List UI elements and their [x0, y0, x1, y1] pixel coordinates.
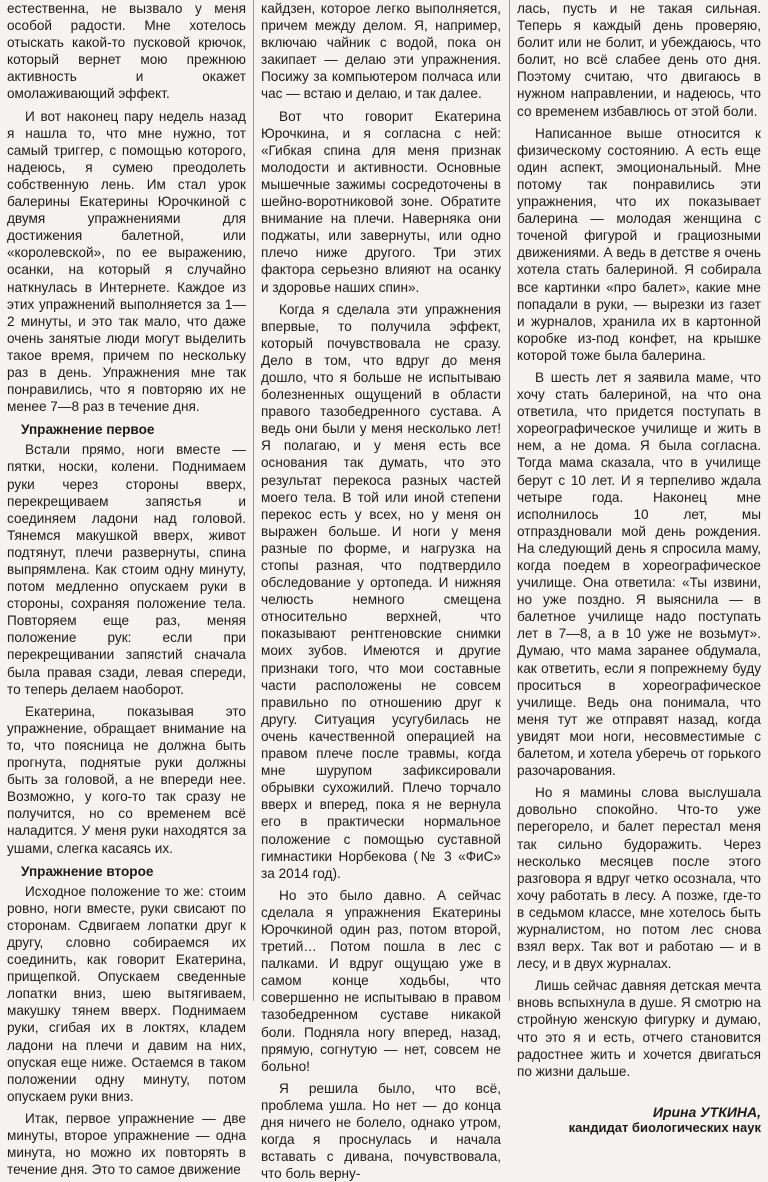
column-1 [7, 0, 246, 1178]
paragraph: кайдзен, которое легко выполняется, причем между делом. Я, например, включаю чайник с водой, пока он закипает — делаю эти упражнения. Посижу за компьютером полчаса или час — встаю и делаю, и так далее. [261, 1, 501, 102]
paragraph: Исходное положение то же: стоим ровно, ноги вместе, руки свисают по сторонам. Сдвигаем лопатки друг к другу, словно собираемся их соединить, как говорит Екатерина, прищепкой. Опускаем сведенные лопатки вниз, шею вытягиваем, макушку тянем вверх. Поднимаем руки, сгибая их в локтях, кладем ладони на плечи и давим на них, опуская еще ниже. Остаемся в таком положении одну минуту, потом опускаем руки вниз. [7, 883, 246, 1104]
paragraph: Вот что говорит Екатерина Юрочкина, и я согласна с ней: «Гибкая спина для меня признак молодости и активности. Основные мышечные зажимы сосредоточены в шейно-воротниковой зоне. Обратите внимание на плечи. Наверняка они поджаты, или завернуты, или одно плечо ниже другого. Три этих фактора серьезно влияют на осанку и здоровье наших спин». [261, 108, 501, 295]
section-heading-exercise-1: Упражнение первое [21, 422, 155, 438]
column-divider [509, 0, 510, 1001]
paragraph: Когда я сделала эти упражнения впервые, то получила эффект, который почувствовала не сразу. Дело в том, что вдруг до меня дошло, что я больше не испытываю болезненных ощущений в области правого тазобедренного сустава. А ведь они были у меня несколько лет! Я полагаю, и у меня есть все основания так думать, что это результат перекоса разных частей моего тела. В той или иной степени перекос есть у всех, но у меня он выражен больше. И ноги у меня разные по форме, и нагрузка на стопы разная, что подтвердило обследование у ортопеда. И нижняя челюсть немного смещена относительно верхней, что показывают рентгеновские снимки моих зубов. Имеются и другие признаки того, что мои составные части расположены не совсем правильно по отношению друг к другу. Ситуация усугубилась не очень качественной операцией на правом плече после травмы, когда мне шурупом зафиксировали обрывки сухожилий. Плечо торчало вверх и вперед, пока я не вернула его в практически нормальное положение с помощью суставной гимнастики Норбекова (№ 3 «ФиС» за 2014 год). [261, 301, 501, 881]
author-signature [517, 1104, 761, 1136]
column-divider [253, 0, 254, 1001]
column-2 [261, 0, 501, 1182]
section-heading-exercise-2: Упражнение второе [21, 863, 154, 879]
author-title: кандидат биологических наук [568, 1119, 761, 1135]
paragraph: лась, пусть и не такая сильная. Теперь я каждый день проверяю, болит или не болит, и убеждаюсь, что болит, но всё слабее день ото дня. Поэтому считаю, что двигаюсь в нужном направлении, и надеюсь, что со временем избавлюсь от этой боли. [517, 1, 761, 119]
column-3 [517, 0, 761, 1135]
paragraph: Написанное выше относится к физическому состоянию. А есть еще один аспект, эмоциональный. Мне потому так понравились эти упражнения, что их показывает балерина — молодая женщина с точеной фигурой и грациозными движениями. А ведь в детстве я очень хотела стать балериной. Я собирала все картинки «про балет», какие мне попадали в руки, — вырезки из газет и журналов, хранила их в картонной коробке из-под конфет, на крышке которой тоже была балерина. [517, 125, 761, 363]
paragraph: Екатерина, показывая это упражнение, обращает внимание на то, что поясница не должна быть прогнута, поднятые руки должны быть за головой, а не впереди нее. Возможно, у кого-то так сразу не получится, но со временем всё наладится. У меня руки находятся за ушами, слегка касаясь их. [7, 703, 246, 856]
paragraph: естественна, не вызвало у меня особой радости. Мне хотелось отыскать какой-то пусковой крючок, который вернет мою прежнюю активность и окажет омолаживающий эффект. [7, 1, 246, 102]
paragraph: В шесть лет я заявила маме, что хочу стать балериной, на что она ответила, что придется поступать в хореографическое училище и жить в нем, а не дома. Я была согласна. Тогда мама сказала, что в училище берут с 10 лет. И я терпеливо ждала четыре года. Наконец мне исполнилось 10 лет, мы отпраздновали мой день рождения. На следующий день я спросила маму, когда поедем в хореографическое училище. Она ответила: «Ты извини, но уже поздно. Я выяснила — в балетное училище надо поступать лет в 7—8, а в 10 уже не возьмут». Думаю, что мама заранее обдумала, как ответить, если я попрежнему буду проситься в хореографическое училище. Ведь она понимала, что меня тут же отправят назад, когда увидят мои ноги, несовместимые с балетом, и хотела уберечь от горького разочарования. [517, 369, 761, 779]
paragraph: Но я мамины слова выслушала довольно спокойно. Что-то уже перегорело, и балет перестал меня так сильно будоражить. Через несколько месяцев после этого разговора я вдруг четко осознала, что хочу работать в лесу. А позже, где-то в седьмом классе, мне хотелось быть журналистом, но потом лес снова взял верх. Так вот и работаю — и в лесу, и в двух журналах. [517, 785, 761, 972]
paragraph: Я решила было, что всё, проблема ушла. Но нет — до конца дня ничего не болело, однако утром, когда я проснулась и начала вставать с дивана, почувствовала, что боль верну- [261, 1080, 501, 1182]
paragraph: Встали прямо, ноги вместе — пятки, носки, колени. Поднимаем руки через стороны вверх, перекрещиваем запястья и соединяем ладони над головой. Тянемся макушкой вверх, живот подтянут, плечи развернуты, спина выпрямлена. Как стоим одну минуту, потом медленно опускаем руки в стороны, сохраняя положение тела. Повторяем еще раз, меняя положение рук: если при перекрещивании запястий сначала была правая сзади, левая спереди, то теперь делаем наоборот. [7, 442, 246, 697]
paragraph: Но это было давно. А сейчас сделала я упражнения Екатерины Юрочкиной один раз, потом второй, третий… Потом пошла в лес с палками. И вдруг ощущаю уже в самом конце ходьбы, что совершенно не испытываю в правом тазобедренном суставе никакой боли. Подняла ногу вперед, назад, прямую, согнутую — нет, совсем не больно! [261, 887, 501, 1074]
paragraph: И вот наконец пару недель назад я нашла то, что мне нужно, тот самый триггер, с помощью которого, надеюсь, я сумею преодолеть собственную лень. Им стал урок балерины Екатерины Юрочкиной с двумя упражнениями для достижения балетной, или «королевской», по ее выражению, осанки, на который я случайно наткнулась в Интернете. Каждое из этих упражнений выполняется за 1—2 минуты, и это так мало, что даже очень занятые люди могут выделить такое время, причем по нескольку раз в день. Упражнения мне так понравились, что я повторяю их не менее 7—8 раз в течение дня. [7, 108, 246, 415]
author-name: Ирина УТКИНА, [652, 1103, 761, 1120]
paragraph: Лишь сейчас давняя детская мечта вновь вспыхнула в душе. Я смотрю на стройную женскую фигурку и думаю, что это я и есть, отчего становится радостнее жить и хочется двигаться по жизни дальше. [517, 978, 761, 1079]
paragraph: Итак, первое упражнение — две минуты, второе упражнение — одна минута, но можно их повторять в течение дня. Это то самое движение [7, 1110, 246, 1178]
